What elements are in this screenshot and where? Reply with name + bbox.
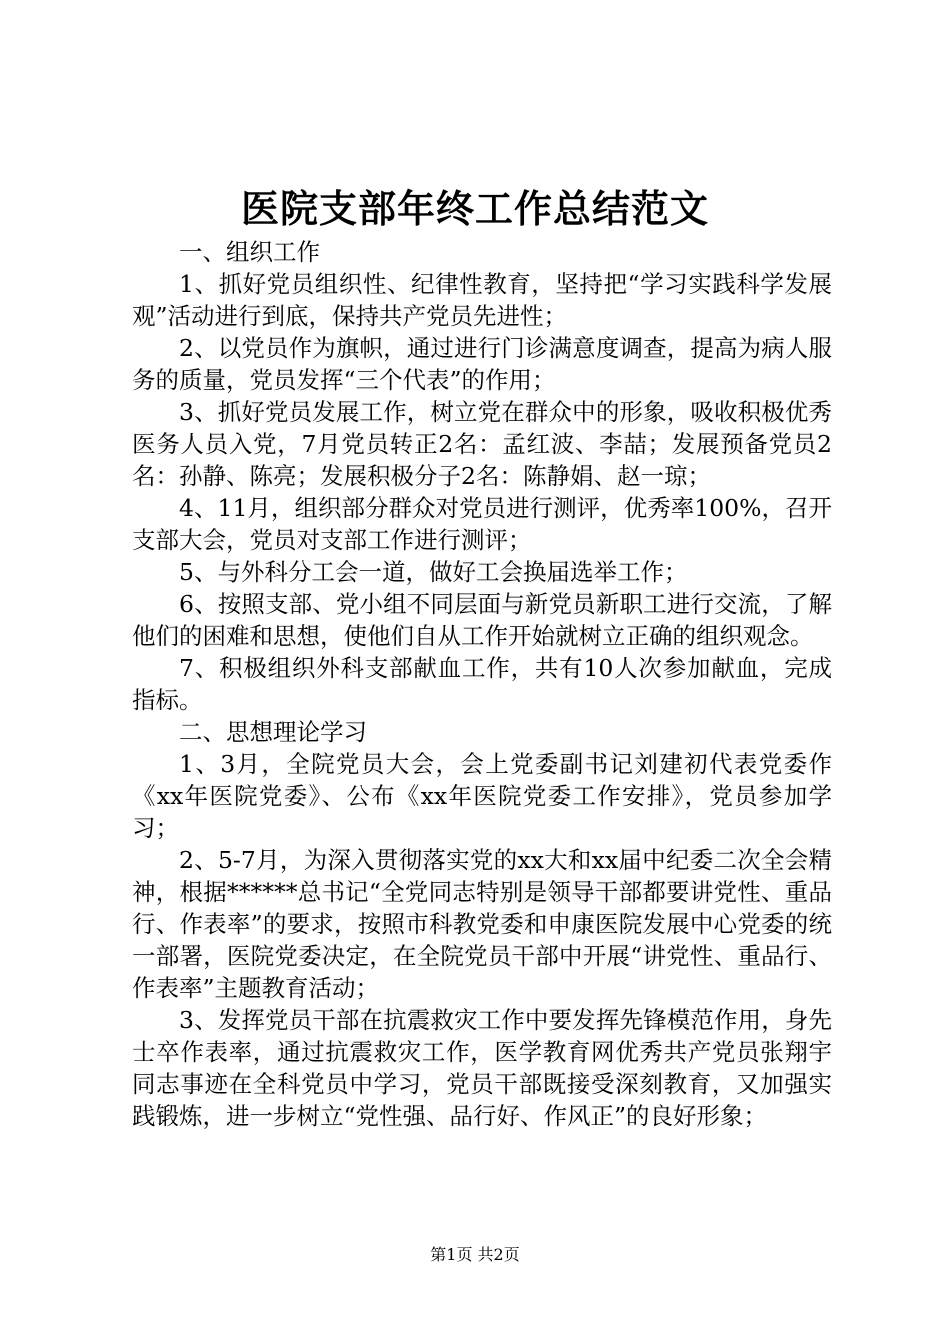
page-number-footer: 第1页 共2页 xyxy=(430,1245,520,1264)
section-heading-theory-study: 二、思想理论学习 xyxy=(179,718,367,746)
paragraph: 2、5-7月，为深入贯彻落实党的xx大和xx届中纪委二次全会精神，根据******总书记“全党同志特别是领导干部都要讲党性、重品行、作表率”的要求，按照市科教党委和申康医院发展中心党委的统一部署，医院党委决定，在全院党员干部中开展“讲党性、重品行、作表率”主题教育活动； xyxy=(132,846,832,1002)
paragraph: 3、发挥党员干部在抗震救灾工作中要发挥先锋模范作用，身先士卒作表率，通过抗震救灾工作，医学教育网优秀共产党员张翔宇同志事迹在全科党员中学习，党员干部既接受深刻教育，又加强实践锻炼，进一步树立“党性强、品行好、作风正”的良好形象； xyxy=(132,1006,832,1130)
paragraph: 1、抓好党员组织性、纪律性教育，坚持把“学习实践科学发展观”活动进行到底，保持共产党员先进性； xyxy=(132,270,832,330)
document-title: 医院支部年终工作总结范文 xyxy=(240,186,709,231)
paragraph: 6、按照支部、党小组不同层面与新党员新职工进行交流，了解他们的困难和思想，使他们自从工作开始就树立正确的组织观念。 xyxy=(132,590,832,650)
paragraph: 7、积极组织外科支部献血工作，共有10人次参加献血，完成指标。 xyxy=(132,654,832,714)
paragraph: 4、11月，组织部分群众对党员进行测评，优秀率100%，召开支部大会，党员对支部工作进行测评； xyxy=(132,494,832,554)
paragraph: 2、以党员作为旗帜，通过进行门诊满意度调查，提高为病人服务的质量，党员发挥“三个代表”的作用； xyxy=(132,334,832,394)
paragraph: 1、3月，全院党员大会，会上党委副书记刘建初代表党委作《xx年医院党委》、公布《xx年医院党委工作安排》，党员参加学习； xyxy=(132,750,832,842)
section-heading-organization: 一、组织工作 xyxy=(179,238,320,266)
paragraph: 5、与外科分工会一道，做好工会换届选举工作； xyxy=(179,558,688,586)
document-body xyxy=(132,236,832,1132)
paragraph: 3、抓好党员发展工作，树立党在群众中的形象，吸收积极优秀医务人员入党，7月党员转正2名：孟红波、李喆；发展预备党员2名：孙静、陈亮；发展积极分子2名：陈静娟、赵一琼； xyxy=(132,398,832,490)
